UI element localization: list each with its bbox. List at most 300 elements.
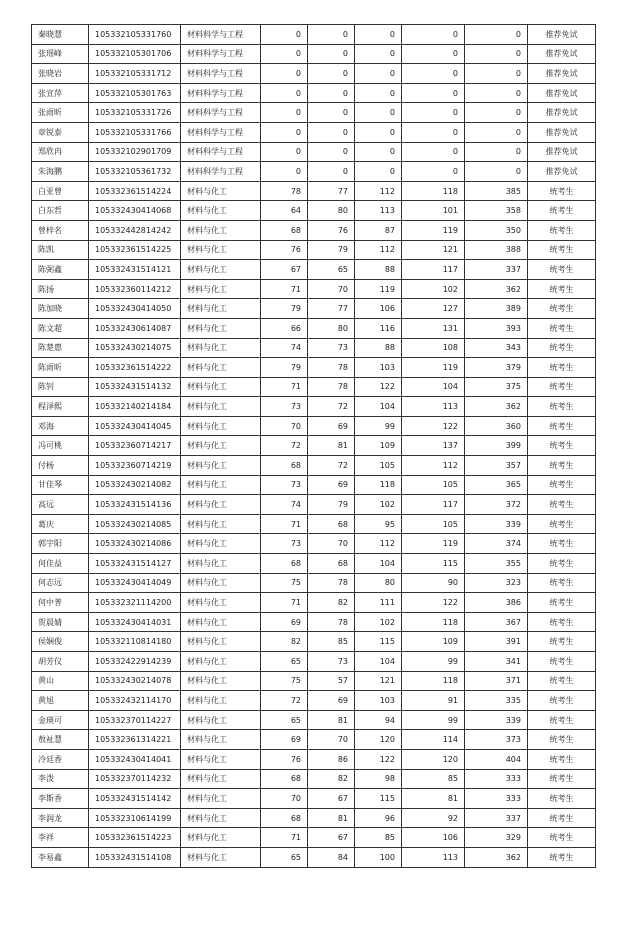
cell-score-3: 111: [355, 593, 402, 613]
cell-score-4: 0: [402, 83, 465, 103]
cell-exam-id: 105332430414049: [89, 573, 181, 593]
cell-total: 362: [465, 279, 528, 299]
cell-major: 材料与化工: [181, 652, 261, 672]
cell-name: 葛庆: [32, 514, 89, 534]
cell-score-2: 81: [308, 436, 355, 456]
cell-total: 365: [465, 475, 528, 495]
cell-admission-type: 统考生: [528, 416, 596, 436]
cell-name: 曾梓名: [32, 220, 89, 240]
cell-admission-type: 推荐免试: [528, 103, 596, 123]
cell-major: 材料与化工: [181, 749, 261, 769]
cell-score-2: 0: [308, 142, 355, 162]
cell-score-4: 0: [402, 162, 465, 182]
cell-total: 337: [465, 260, 528, 280]
cell-major: 材料与化工: [181, 495, 261, 515]
cell-score-2: 69: [308, 691, 355, 711]
cell-score-4: 81: [402, 789, 465, 809]
cell-score-1: 68: [261, 220, 308, 240]
cell-score-1: 0: [261, 64, 308, 84]
cell-major: 材料与化工: [181, 220, 261, 240]
cell-score-2: 70: [308, 279, 355, 299]
cell-major: 材料与化工: [181, 358, 261, 378]
cell-major: 材料科学与工程: [181, 142, 261, 162]
cell-admission-type: 统考生: [528, 730, 596, 750]
cell-name: 李祥: [32, 828, 89, 848]
cell-name: 张晓岩: [32, 64, 89, 84]
table-row: [32, 162, 596, 182]
cell-score-3: 100: [355, 847, 402, 867]
cell-major: 材料科学与工程: [181, 64, 261, 84]
cell-name: 郭宇阳: [32, 534, 89, 554]
cell-major: 材料与化工: [181, 436, 261, 456]
table-row: [32, 377, 596, 397]
cell-name: 李斯香: [32, 789, 89, 809]
table-row: [32, 749, 596, 769]
cell-exam-id: 105332360714217: [89, 436, 181, 456]
cell-score-4: 118: [402, 612, 465, 632]
cell-total: 0: [465, 122, 528, 142]
cell-score-4: 92: [402, 808, 465, 828]
cell-major: 材料科学与工程: [181, 83, 261, 103]
table-row: [32, 456, 596, 476]
table-row: [32, 652, 596, 672]
cell-score-2: 72: [308, 397, 355, 417]
cell-score-2: 69: [308, 475, 355, 495]
cell-name: 郑欣冉: [32, 142, 89, 162]
cell-score-4: 118: [402, 671, 465, 691]
cell-major: 材料与化工: [181, 377, 261, 397]
cell-score-2: 72: [308, 456, 355, 476]
cell-admission-type: 统考生: [528, 338, 596, 358]
cell-score-2: 79: [308, 495, 355, 515]
cell-name: 高远: [32, 495, 89, 515]
cell-score-4: 0: [402, 25, 465, 45]
cell-score-2: 65: [308, 260, 355, 280]
cell-total: 0: [465, 44, 528, 64]
cell-major: 材料与化工: [181, 318, 261, 338]
cell-score-2: 0: [308, 25, 355, 45]
cell-score-2: 73: [308, 338, 355, 358]
cell-total: 389: [465, 299, 528, 319]
cell-score-2: 73: [308, 652, 355, 672]
cell-name: 何志远: [32, 573, 89, 593]
cell-exam-id: 105332360114212: [89, 279, 181, 299]
cell-major: 材料与化工: [181, 299, 261, 319]
cell-score-3: 94: [355, 710, 402, 730]
cell-score-4: 120: [402, 749, 465, 769]
cell-major: 材料与化工: [181, 612, 261, 632]
cell-score-3: 104: [355, 397, 402, 417]
table-row: [32, 220, 596, 240]
cell-total: 350: [465, 220, 528, 240]
table-row: [32, 554, 596, 574]
cell-exam-id: 105332422914239: [89, 652, 181, 672]
cell-score-3: 105: [355, 456, 402, 476]
cell-score-3: 88: [355, 338, 402, 358]
table-row: [32, 299, 596, 319]
cell-exam-id: 105332105301706: [89, 44, 181, 64]
cell-name: 敖祉慧: [32, 730, 89, 750]
cell-name: 李润龙: [32, 808, 89, 828]
cell-score-1: 74: [261, 495, 308, 515]
cell-total: 379: [465, 358, 528, 378]
cell-name: 朱海鹏: [32, 162, 89, 182]
cell-exam-id: 105332360714219: [89, 456, 181, 476]
cell-name: 付杨: [32, 456, 89, 476]
cell-score-1: 69: [261, 730, 308, 750]
table-row: [32, 632, 596, 652]
cell-admission-type: 推荐免试: [528, 122, 596, 142]
cell-exam-id: 105332430414068: [89, 201, 181, 221]
cell-exam-id: 105332430214078: [89, 671, 181, 691]
cell-score-1: 0: [261, 44, 308, 64]
cell-score-2: 85: [308, 632, 355, 652]
cell-total: 357: [465, 456, 528, 476]
cell-total: 339: [465, 710, 528, 730]
cell-exam-id: 105332431514142: [89, 789, 181, 809]
cell-score-3: 80: [355, 573, 402, 593]
cell-score-2: 77: [308, 299, 355, 319]
cell-name: 张瑶峰: [32, 44, 89, 64]
cell-score-3: 112: [355, 534, 402, 554]
cell-score-3: 0: [355, 44, 402, 64]
cell-score-2: 70: [308, 730, 355, 750]
cell-total: 333: [465, 789, 528, 809]
table-row: [32, 828, 596, 848]
cell-score-1: 75: [261, 573, 308, 593]
cell-admission-type: 推荐免试: [528, 25, 596, 45]
cell-score-2: 68: [308, 514, 355, 534]
table-row: [32, 279, 596, 299]
cell-admission-type: 统考生: [528, 847, 596, 867]
cell-exam-id: 105332430214082: [89, 475, 181, 495]
cell-name: 甘佳琴: [32, 475, 89, 495]
table-row: [32, 142, 596, 162]
cell-score-1: 76: [261, 749, 308, 769]
cell-name: 金瑛可: [32, 710, 89, 730]
table-row: [32, 25, 596, 45]
table-row: [32, 789, 596, 809]
cell-total: 399: [465, 436, 528, 456]
cell-major: 材料与化工: [181, 279, 261, 299]
cell-score-1: 71: [261, 377, 308, 397]
cell-total: 367: [465, 612, 528, 632]
cell-total: 360: [465, 416, 528, 436]
cell-score-3: 98: [355, 769, 402, 789]
cell-score-2: 70: [308, 534, 355, 554]
cell-score-3: 88: [355, 260, 402, 280]
cell-score-2: 84: [308, 847, 355, 867]
cell-total: 333: [465, 769, 528, 789]
cell-score-4: 0: [402, 44, 465, 64]
cell-admission-type: 统考生: [528, 534, 596, 554]
cell-score-3: 118: [355, 475, 402, 495]
cell-score-4: 119: [402, 534, 465, 554]
cell-name: 侯娴俊: [32, 632, 89, 652]
cell-major: 材料与化工: [181, 201, 261, 221]
table-row: [32, 475, 596, 495]
cell-score-1: 68: [261, 456, 308, 476]
cell-score-1: 71: [261, 279, 308, 299]
table-row: [32, 730, 596, 750]
cell-admission-type: 推荐免试: [528, 162, 596, 182]
table-row: [32, 260, 596, 280]
cell-score-3: 87: [355, 220, 402, 240]
cell-score-3: 121: [355, 671, 402, 691]
cell-major: 材料与化工: [181, 397, 261, 417]
cell-score-1: 68: [261, 769, 308, 789]
cell-score-1: 68: [261, 554, 308, 574]
cell-score-1: 0: [261, 142, 308, 162]
cell-score-1: 79: [261, 358, 308, 378]
cell-major: 材料科学与工程: [181, 122, 261, 142]
cell-exam-id: 105332431514108: [89, 847, 181, 867]
cell-score-3: 122: [355, 749, 402, 769]
cell-score-1: 71: [261, 593, 308, 613]
cell-score-2: 77: [308, 181, 355, 201]
cell-admission-type: 推荐免试: [528, 64, 596, 84]
cell-major: 材料与化工: [181, 260, 261, 280]
cell-score-2: 69: [308, 416, 355, 436]
cell-major: 材料与化工: [181, 632, 261, 652]
cell-admission-type: 统考生: [528, 436, 596, 456]
cell-score-2: 81: [308, 710, 355, 730]
cell-score-1: 65: [261, 710, 308, 730]
table-row: [32, 534, 596, 554]
cell-exam-id: 105332430214085: [89, 514, 181, 534]
cell-major: 材料与化工: [181, 240, 261, 260]
cell-total: 329: [465, 828, 528, 848]
cell-score-4: 117: [402, 260, 465, 280]
cell-score-1: 75: [261, 671, 308, 691]
cell-total: 0: [465, 83, 528, 103]
cell-score-4: 108: [402, 338, 465, 358]
cell-admission-type: 统考生: [528, 769, 596, 789]
cell-exam-id: 105332442814242: [89, 220, 181, 240]
cell-total: 0: [465, 103, 528, 123]
cell-score-3: 115: [355, 789, 402, 809]
cell-exam-id: 105332140214184: [89, 397, 181, 417]
cell-major: 材料科学与工程: [181, 103, 261, 123]
cell-name: 邓海: [32, 416, 89, 436]
cell-admission-type: 统考生: [528, 749, 596, 769]
cell-score-4: 99: [402, 652, 465, 672]
cell-score-4: 115: [402, 554, 465, 574]
cell-major: 材料与化工: [181, 691, 261, 711]
cell-exam-id: 105332370114232: [89, 769, 181, 789]
cell-exam-id: 105332110814180: [89, 632, 181, 652]
cell-score-1: 73: [261, 475, 308, 495]
cell-name: 陈加晓: [32, 299, 89, 319]
cell-score-4: 119: [402, 358, 465, 378]
cell-score-1: 73: [261, 534, 308, 554]
cell-score-2: 82: [308, 769, 355, 789]
cell-admission-type: 统考生: [528, 358, 596, 378]
cell-admission-type: 统考生: [528, 612, 596, 632]
table-row: [32, 808, 596, 828]
table-row: [32, 103, 596, 123]
cell-major: 材料科学与工程: [181, 162, 261, 182]
cell-score-4: 104: [402, 377, 465, 397]
table-row: [32, 318, 596, 338]
table-row: [32, 691, 596, 711]
cell-admission-type: 统考生: [528, 710, 596, 730]
cell-total: 335: [465, 691, 528, 711]
cell-score-4: 122: [402, 416, 465, 436]
cell-admission-type: 统考生: [528, 260, 596, 280]
cell-admission-type: 统考生: [528, 475, 596, 495]
cell-name: 程泽熙: [32, 397, 89, 417]
cell-total: 388: [465, 240, 528, 260]
cell-name: 秦晓慧: [32, 25, 89, 45]
cell-name: 黄山: [32, 671, 89, 691]
cell-major: 材料与化工: [181, 534, 261, 554]
cell-exam-id: 105332430414045: [89, 416, 181, 436]
cell-score-1: 0: [261, 83, 308, 103]
cell-major: 材料与化工: [181, 475, 261, 495]
cell-score-1: 64: [261, 201, 308, 221]
cell-score-3: 106: [355, 299, 402, 319]
cell-total: 386: [465, 593, 528, 613]
table-row: [32, 64, 596, 84]
cell-total: 355: [465, 554, 528, 574]
cell-score-4: 112: [402, 456, 465, 476]
cell-exam-id: 105332430414041: [89, 749, 181, 769]
cell-exam-id: 105332432114170: [89, 691, 181, 711]
cell-name: 胡芳仪: [32, 652, 89, 672]
cell-score-4: 118: [402, 181, 465, 201]
cell-name: 李易鑫: [32, 847, 89, 867]
cell-admission-type: 统考生: [528, 299, 596, 319]
cell-admission-type: 统考生: [528, 593, 596, 613]
cell-score-3: 120: [355, 730, 402, 750]
cell-score-1: 0: [261, 122, 308, 142]
cell-score-4: 119: [402, 220, 465, 240]
cell-name: 冯可桃: [32, 436, 89, 456]
cell-score-4: 90: [402, 573, 465, 593]
cell-exam-id: 105332431514136: [89, 495, 181, 515]
table-body: [32, 25, 596, 868]
cell-total: 391: [465, 632, 528, 652]
cell-admission-type: 统考生: [528, 514, 596, 534]
cell-name: 白亚曾: [32, 181, 89, 201]
cell-score-4: 109: [402, 632, 465, 652]
cell-score-3: 103: [355, 691, 402, 711]
cell-total: 371: [465, 671, 528, 691]
cell-score-3: 0: [355, 83, 402, 103]
cell-admission-type: 统考生: [528, 318, 596, 338]
cell-score-4: 0: [402, 142, 465, 162]
cell-name: 李泼: [32, 769, 89, 789]
cell-name: 章锐泰: [32, 122, 89, 142]
cell-score-3: 96: [355, 808, 402, 828]
cell-score-4: 99: [402, 710, 465, 730]
cell-score-2: 78: [308, 612, 355, 632]
cell-admission-type: 统考生: [528, 573, 596, 593]
cell-admission-type: 统考生: [528, 828, 596, 848]
cell-total: 337: [465, 808, 528, 828]
cell-exam-id: 105332361514222: [89, 358, 181, 378]
cell-score-3: 0: [355, 142, 402, 162]
cell-total: 0: [465, 142, 528, 162]
cell-major: 材料与化工: [181, 847, 261, 867]
cell-score-3: 0: [355, 103, 402, 123]
cell-name: 陈凯: [32, 240, 89, 260]
cell-score-2: 82: [308, 593, 355, 613]
table-row: [32, 240, 596, 260]
table-row: [32, 201, 596, 221]
cell-admission-type: 统考生: [528, 397, 596, 417]
cell-total: 393: [465, 318, 528, 338]
cell-major: 材料与化工: [181, 514, 261, 534]
cell-score-2: 68: [308, 554, 355, 574]
cell-score-2: 67: [308, 828, 355, 848]
cell-admission-type: 统考生: [528, 808, 596, 828]
cell-name: 陈钊: [32, 377, 89, 397]
cell-score-3: 0: [355, 64, 402, 84]
cell-exam-id: 105332102901709: [89, 142, 181, 162]
cell-score-2: 0: [308, 103, 355, 123]
cell-admission-type: 统考生: [528, 789, 596, 809]
cell-score-1: 79: [261, 299, 308, 319]
cell-score-4: 102: [402, 279, 465, 299]
cell-major: 材料科学与工程: [181, 25, 261, 45]
cell-name: 陈文超: [32, 318, 89, 338]
cell-total: 339: [465, 514, 528, 534]
cell-score-4: 137: [402, 436, 465, 456]
table-row: [32, 358, 596, 378]
cell-admission-type: 统考生: [528, 456, 596, 476]
cell-score-3: 115: [355, 632, 402, 652]
cell-total: 0: [465, 25, 528, 45]
table-row: [32, 514, 596, 534]
cell-major: 材料与化工: [181, 710, 261, 730]
cell-name: 何中普: [32, 593, 89, 613]
table-row: [32, 612, 596, 632]
cell-score-3: 104: [355, 652, 402, 672]
cell-major: 材料与化工: [181, 808, 261, 828]
cell-admission-type: 统考生: [528, 201, 596, 221]
cell-major: 材料与化工: [181, 593, 261, 613]
cell-score-3: 113: [355, 201, 402, 221]
cell-total: 358: [465, 201, 528, 221]
cell-exam-id: 105332361514223: [89, 828, 181, 848]
cell-major: 材料与化工: [181, 554, 261, 574]
cell-score-1: 65: [261, 652, 308, 672]
cell-exam-id: 105332105331726: [89, 103, 181, 123]
cell-admission-type: 统考生: [528, 240, 596, 260]
cell-score-3: 104: [355, 554, 402, 574]
table-row: [32, 416, 596, 436]
cell-score-2: 78: [308, 358, 355, 378]
cell-exam-id: 105332310614199: [89, 808, 181, 828]
cell-score-3: 95: [355, 514, 402, 534]
cell-name: 陈雨昕: [32, 358, 89, 378]
cell-admission-type: 统考生: [528, 691, 596, 711]
cell-total: 341: [465, 652, 528, 672]
cell-score-1: 72: [261, 436, 308, 456]
cell-score-1: 0: [261, 162, 308, 182]
cell-score-3: 103: [355, 358, 402, 378]
cell-major: 材料与化工: [181, 181, 261, 201]
cell-score-2: 76: [308, 220, 355, 240]
table-row: [32, 847, 596, 867]
cell-exam-id: 105332361514224: [89, 181, 181, 201]
cell-major: 材料与化工: [181, 730, 261, 750]
cell-name: 白东哲: [32, 201, 89, 221]
cell-score-2: 81: [308, 808, 355, 828]
table-row: [32, 573, 596, 593]
